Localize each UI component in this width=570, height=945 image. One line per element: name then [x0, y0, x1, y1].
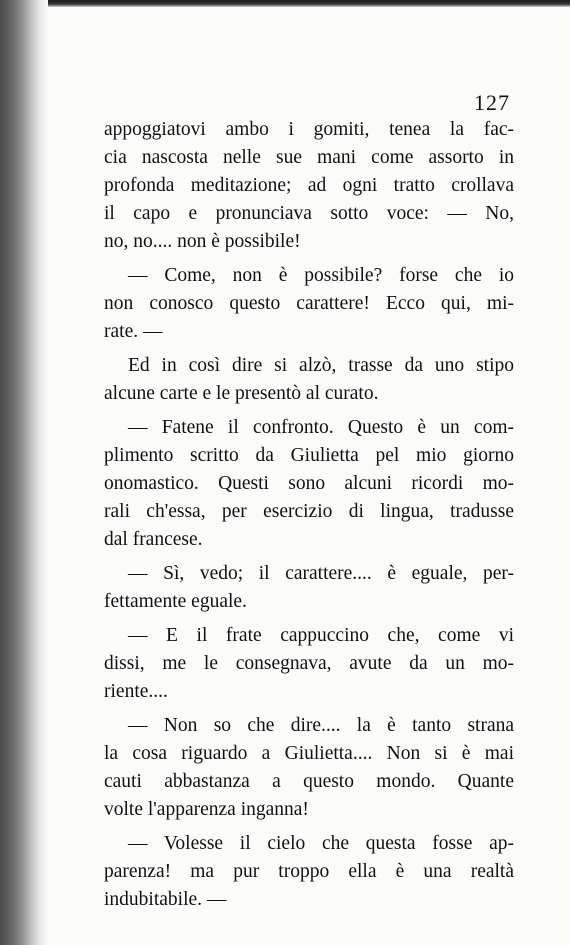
text-line: cauti abbastanza a questo mondo. Quante [104, 771, 514, 792]
text-line: — Non so che dire.... la è tanto strana [128, 715, 514, 736]
text-line: fettamente eguale. [104, 591, 247, 612]
text-line: dissi, me le consegnava, avute da un mo- [104, 653, 514, 674]
page-text-body [104, 116, 514, 914]
text-line: parenza! ma pur troppo ella è una realtà [104, 861, 514, 882]
text-line: rate. — [104, 321, 163, 342]
text-line: no, no.... non è possibile! [104, 231, 301, 252]
text-line: non conosco questo carattere! Ecco qui, mi- [104, 293, 514, 314]
text-line: — Sì, vedo; il carattere.... è eguale, per- [128, 563, 514, 584]
text-line: — Fatene il confronto. Questo è un com- [128, 417, 514, 438]
text-line: — Volesse il cielo che questa fosse ap- [128, 833, 514, 854]
text-line: alcune carte e le presentò al curato. [104, 383, 379, 404]
text-line: dal francese. [104, 529, 203, 550]
text-line: profonda meditazione; ad ogni tratto crollava [104, 175, 514, 196]
text-line: indubitabile. — [104, 889, 227, 910]
text-line: Ed in così dire si alzò, trasse da uno stipo [128, 355, 514, 376]
text-line: volte l'apparenza inganna! [104, 799, 309, 820]
text-line: il capo e pronunciava sotto voce: — No, [104, 203, 514, 224]
text-line: la cosa riguardo a Giulietta.... Non si è mai [104, 743, 514, 764]
text-line: plimento scritto da Giulietta pel mio giorno [104, 445, 514, 466]
text-line: — Come, non è possibile? forse che io [128, 265, 514, 286]
text-line: onomastico. Questi sono alcuni ricordi mo- [104, 473, 514, 494]
page-number: 127 [474, 90, 510, 115]
text-line: appoggiatovi ambo i gomiti, tenea la fac- [104, 119, 514, 140]
page-top-edge [0, 0, 570, 7]
text-line: — E il frate cappuccino che, come vi [128, 625, 514, 646]
text-line: riente.... [104, 681, 168, 702]
text-line: cia nascosta nelle sue mani come assorto in [104, 147, 514, 168]
book-binding-shadow [0, 0, 48, 945]
text-line: rali ch'essa, per esercizio di lingua, tradusse [104, 501, 514, 522]
